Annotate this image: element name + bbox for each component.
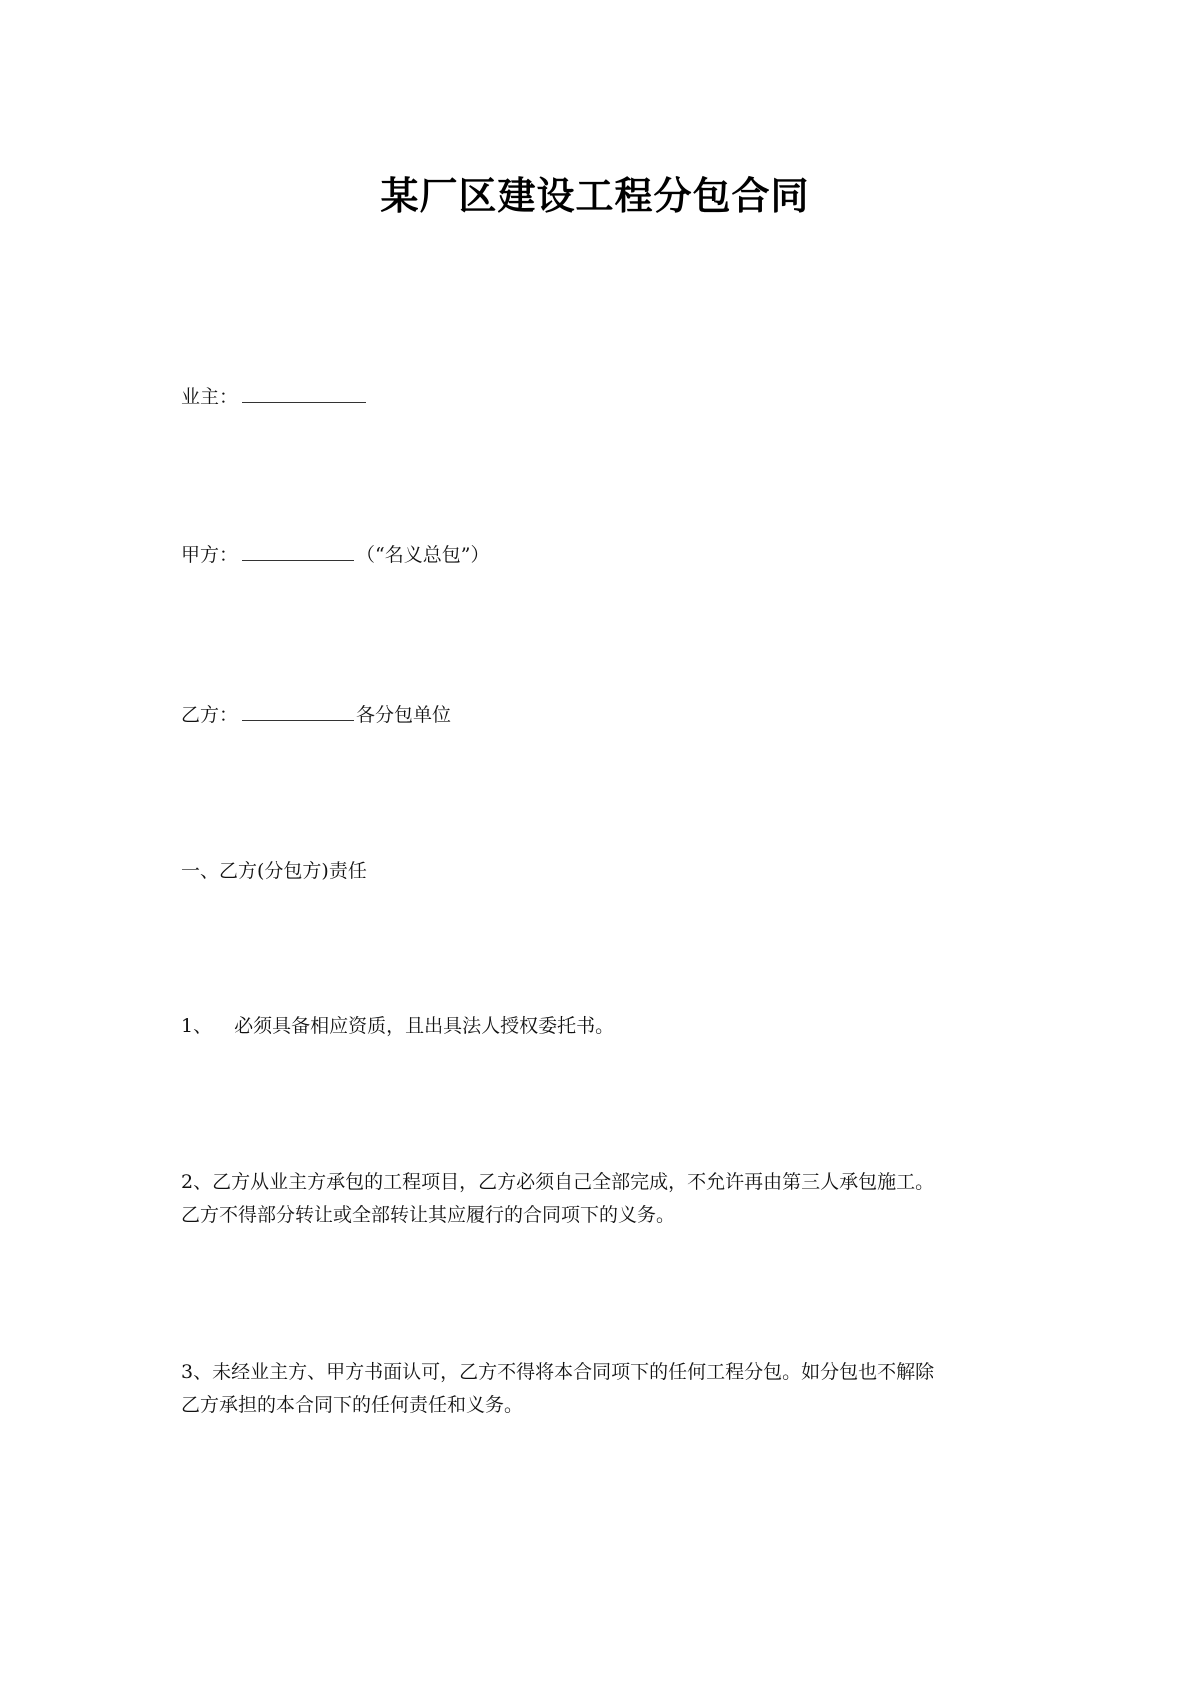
party-b-suffix: 各分包单位: [356, 704, 452, 726]
clause-2-text-1: 乙方从业主方承包的工程项目，乙方必须自己全部完成，不允许再由第三人承包施工。: [212, 1171, 935, 1193]
clause-3: [181, 1356, 1021, 1422]
clause-3-line-2: 乙方承担的本合同下的任何责任和义务。: [181, 1394, 524, 1416]
party-b-line: [181, 699, 1021, 732]
owner-line: [181, 381, 1021, 414]
party-a-blank-field[interactable]: [242, 540, 354, 561]
clause-1-text: 必须具备相应资质，且出具法人授权委托书。: [234, 1015, 615, 1037]
party-b-label: 乙方：: [181, 704, 239, 726]
clause-2-number: 2、: [181, 1171, 213, 1193]
party-a-suffix: （“名义总包”）: [356, 544, 490, 566]
clause-1: [181, 1010, 1021, 1043]
party-a-line: [181, 539, 1021, 572]
clause-3-line-1: [181, 1356, 1021, 1389]
section-heading: 一、乙方(分包方)责任: [181, 860, 367, 882]
party-a-label: 甲方：: [181, 544, 239, 566]
owner-blank-field[interactable]: [242, 382, 366, 403]
party-b-blank-field[interactable]: [242, 700, 354, 721]
clause-3-text-1: 未经业主方、甲方书面认可，乙方不得将本合同项下的任何工程分包。如分包也不解除: [212, 1361, 935, 1383]
clause-3-number: 3、: [181, 1361, 213, 1383]
clause-2-line-2: 乙方不得部分转让或全部转让其应履行的合同项下的义务。: [181, 1204, 676, 1226]
document-title: 某厂区建设工程分包合同: [380, 173, 810, 218]
clause-2-line-1: [181, 1166, 1021, 1199]
clause-2: [181, 1166, 1021, 1232]
owner-label: 业主：: [181, 386, 239, 408]
clause-1-number: 1、: [181, 1015, 213, 1037]
